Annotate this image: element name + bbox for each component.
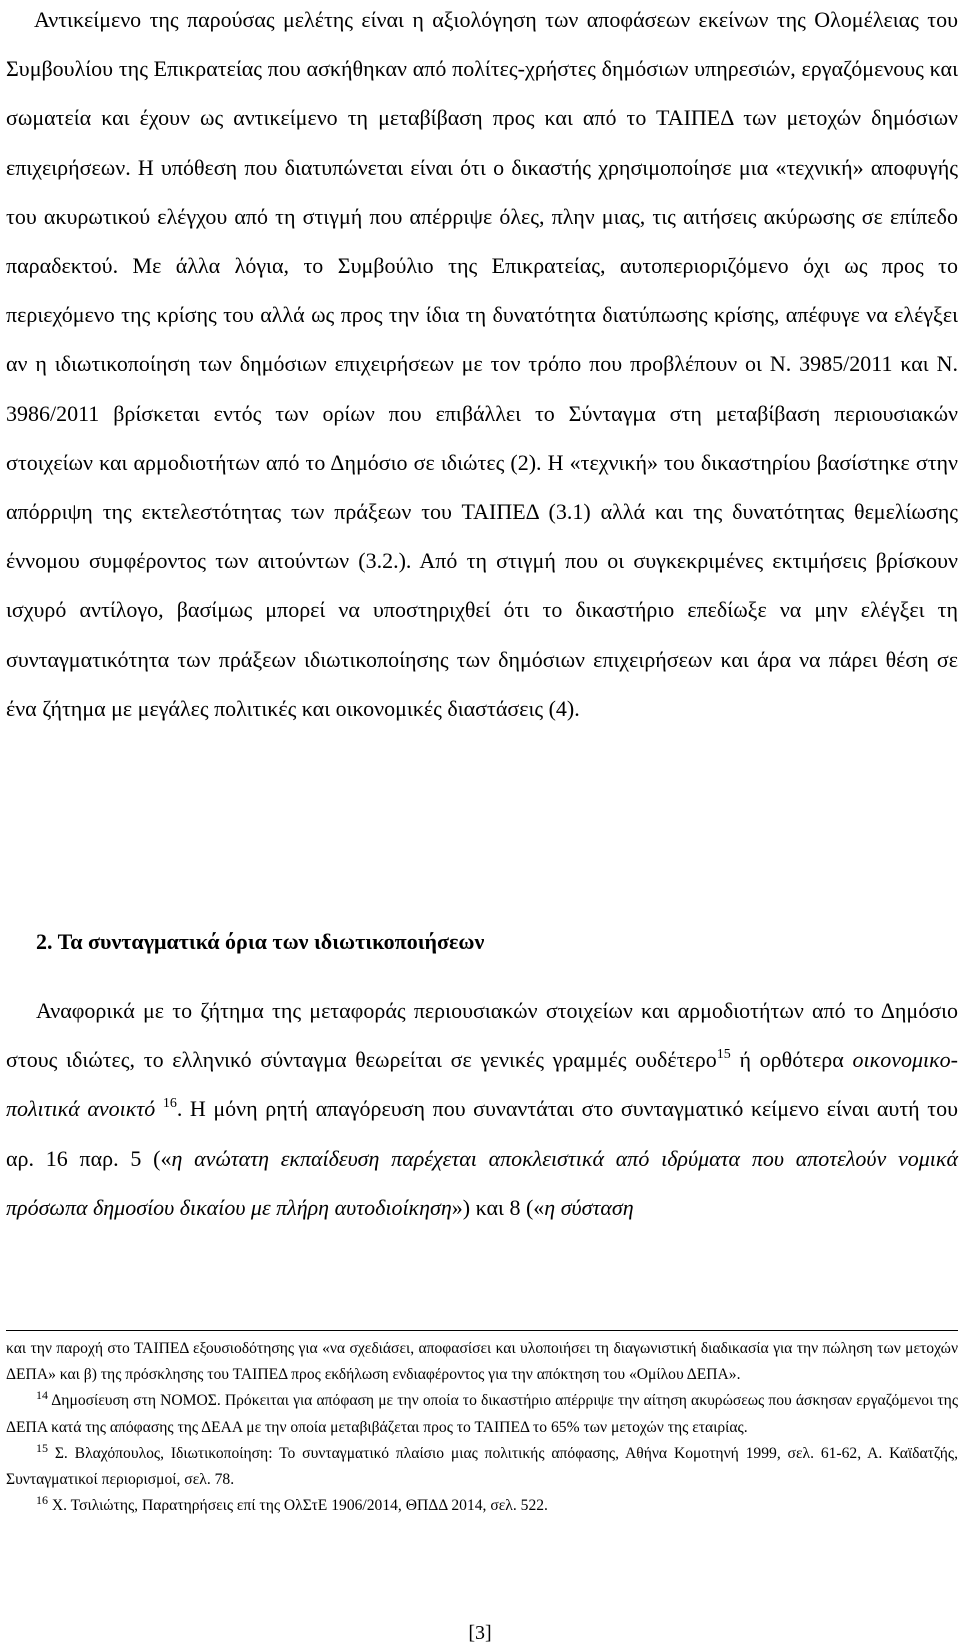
footnote-text: Χ. Τσιλιώτης, Παρατηρήσεις επί της ΟλΣτΕ 1906/2014, ΘΠΔΔ 2014, σελ. 522. bbox=[48, 1497, 548, 1515]
section-heading: 2. Τα συνταγματικά όρια των ιδιωτικοποιήσεων bbox=[36, 929, 485, 954]
italic-quote: η ανώτατη εκπαίδευση παρέχεται αποκλειστικά από ιδρύματα που αποτελούν νομικά πρόσωπα δημοσίου δικαίου με πλήρη αυτοδιοίκηση bbox=[6, 1145, 958, 1220]
footnote-15 bbox=[6, 1441, 958, 1493]
footnotes bbox=[6, 1336, 958, 1519]
footnote-number: 16 bbox=[36, 1493, 48, 1508]
footnote-text: Δημοσίευση στη ΝΟΜΟΣ. Πρόκειται για απόφαση με την οποία το δικαστήριο απέρριψε την αίτηση ακυρώσεως που άσκησαν εργαζόμενοι της ΔΕΠΑ κατά της απόφασης της ΔΕΑΑ με την οποία μεταβιβάζεται προς το ΤΑΙΠΕΔ το 65% των μετοχών της εταιρίας. bbox=[6, 1392, 958, 1436]
footnote-number: 14 bbox=[36, 1388, 48, 1403]
paragraph-text: . Η μόνη ρητή απαγόρευση που συναντάται στο συνταγματικό κείμενο είναι αυτή του αρ. 16 παρ. 5 (« bbox=[6, 1096, 958, 1171]
body-paragraph-2 bbox=[6, 986, 958, 1232]
footnote-14 bbox=[6, 1388, 958, 1440]
paragraph-text: Αναφορικά με το ζήτημα της μεταφοράς περιουσιακών στοιχείων και αρμοδιοτήτων από το Δημόσιο στους ιδιώτες, το ελληνικό σύνταγμα θεωρείται σε γενικές γραμμές ουδέτερο bbox=[6, 998, 958, 1073]
paragraph-text bbox=[155, 1096, 163, 1121]
paragraph-text: ή ορθότερα bbox=[730, 1047, 853, 1073]
footnote-divider bbox=[6, 1330, 958, 1331]
page-number: [3] bbox=[468, 1622, 492, 1644]
paragraph-text: Αντικείμενο της παρούσας μελέτης είναι η αξιολόγηση των αποφάσεων εκείνων της Ολομέλειας του Συμβουλίου της Επικρατείας που ασκήθηκαν από πολίτες-χρήστες δημόσιων υπηρεσιών, εργαζόμενους και σωματεία και έχουν ως αντικείμενο τη μεταβίβαση προς και από το ΤΑΙΠΕΔ των μετοχών δημόσιων επιχειρήσεων. Η υπόθεση που διατυπώνεται είναι ότι ο δικαστής χρησιμοποίησε μια «τεχνική» αποφυγής του ακυρωτικού ελέγχου από τη στιγμή που απέρριψε όλες, πλην μιας, τις αιτήσεις ακύρωσης σε επίπεδο παραδεκτού. Με άλλα λόγια, το Συμβούλιο της Επικρατείας, αυτοπεριοριζόμενο όχι ως προς το περιεχόμενο της κρίσης του αλλά ως προς την ίδια τη δυνατότητα διατύπωσης κρίσης, απέφυγε να ελέγξει αν η ιδιωτικοποίηση των δημόσιων επιχειρήσεων με τον τρόπο που προβλέπουν οι Ν. 3985/2011 και Ν. 3986/2011 βρίσκεται εντός των ορίων που επιβάλλει το Σύνταγμα στη μεταβίβαση περιουσιακών στοιχείων και αρμοδιοτήτων από το Δημόσιο σε ιδιώτες (2). Η «τεχνική» του δικαστηρίου βασίστηκε στην απόρριψη της εκτελεστότητας των πράξεων του ΤΑΙΠΕΔ (3.1) αλλά και της δυνατότητας θεμελίωσης έννομου συμφέροντος των αιτούντων (3.2.). Από τη στιγμή που οι συγκεκριμένες εκτιμήσεις βρίσκουν ισχυρό αντίλογο, βασίμως μπορεί να υποστηριχθεί ότι το δικαστήριο επεδίωξε να μην ελέγξει τη συνταγματικότητα των πράξεων ιδιωτικοποίησης των δημόσιων επιχειρήσεων και άρα να πάρει θέση σε ένα ζήτημα με μεγάλες πολιτικές και οικονομικές διαστάσεις (4). bbox=[6, 7, 958, 721]
paragraph-text: ») και 8 (« bbox=[451, 1194, 545, 1220]
footnote-number: 15 bbox=[36, 1440, 48, 1455]
footnote-ref-15[interactable]: 15 bbox=[716, 1047, 731, 1063]
body-paragraph-1 bbox=[6, 0, 958, 733]
italic-phrase: οικονομικο-πολιτικά ανοικτό bbox=[6, 1047, 958, 1122]
footnote-ref-16[interactable]: 16 bbox=[162, 1096, 177, 1112]
italic-quote: η σύσταση bbox=[544, 1194, 634, 1220]
footnote-16 bbox=[6, 1493, 958, 1519]
footnote-text: Σ. Βλαχόπουλος, Ιδιωτικοποίηση: Το συνταγματικό πλαίσιο μιας πολιτικής απόφασης, Αθήνα Κομοτηνή 1999, σελ. 61-62, Α. Καϊδατζής, Συνταγματικοί περιορισμοί, σελ. 78. bbox=[6, 1444, 958, 1489]
footnote-continuation: και την παροχή στο ΤΑΙΠΕΔ εξουσιοδότησης για «να σχεδιάσει, αποφασίσει και υλοποιήσει τη διαγωνιστική διαδικασία για την πώληση των μετοχών ΔΕΠΑ» και β) της πρόσκλησης του ΤΑΙΠΕΔ προς εκδήλωση ενδιαφέροντος για την απόκτηση του «Ομίλου ΔΕΠΑ». bbox=[6, 1340, 958, 1384]
